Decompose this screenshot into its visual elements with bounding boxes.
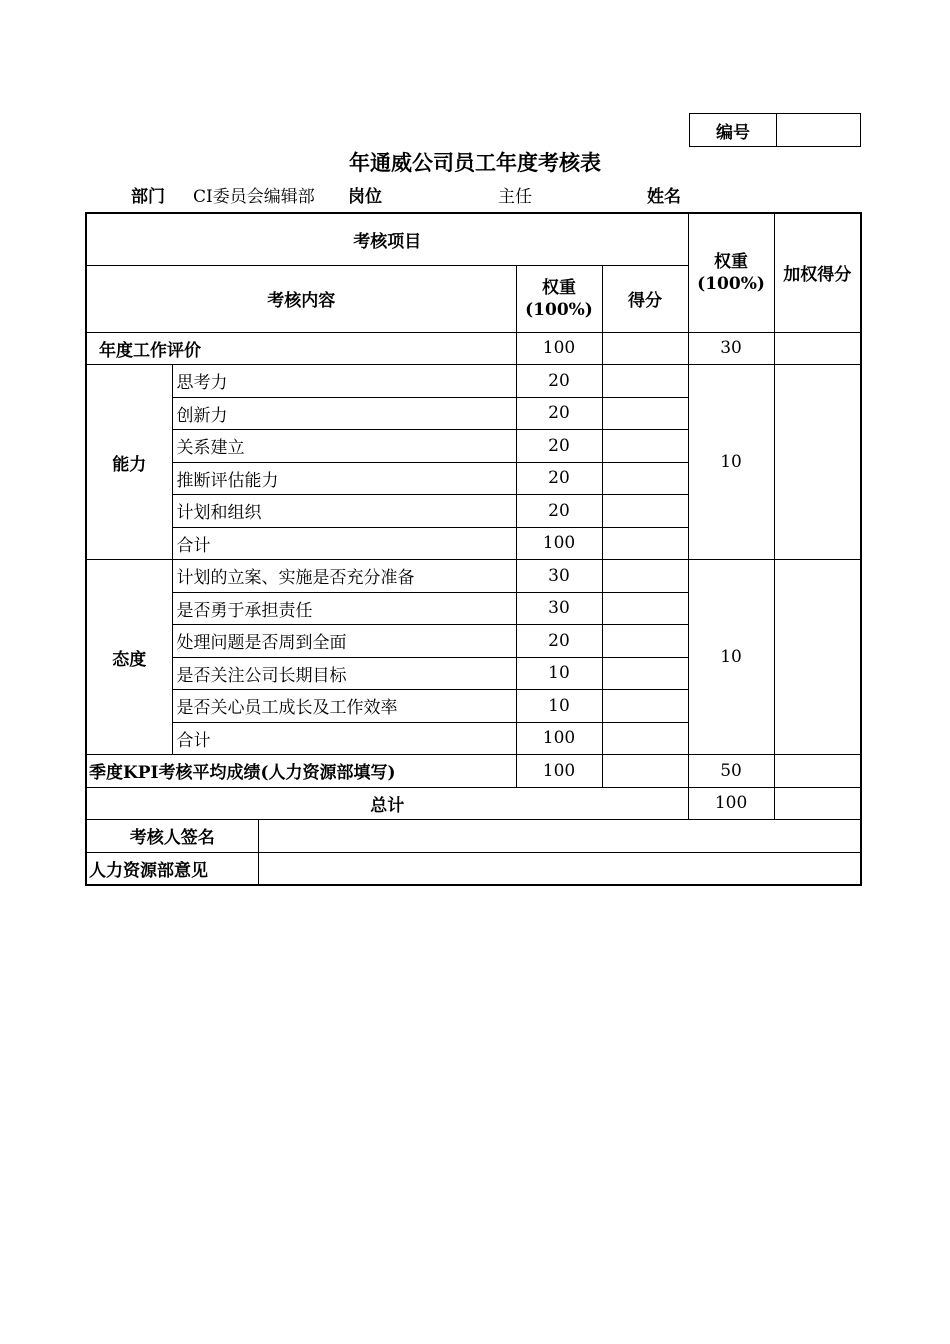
annual-row xyxy=(86,332,861,365)
ability-total-name: 合计 xyxy=(172,527,516,560)
ability-weighted-score-cell[interactable] xyxy=(774,365,861,560)
attitude-item-score-cell[interactable] xyxy=(602,560,688,593)
total-outer-weight: 100 xyxy=(688,787,774,820)
header-content: 考核内容 xyxy=(86,265,516,332)
ability-item-score-cell[interactable] xyxy=(602,462,688,495)
kpi-row xyxy=(86,755,861,788)
attitude-item-weight: 10 xyxy=(516,690,602,723)
total-label: 总计 xyxy=(86,787,688,820)
code-label: 编号 xyxy=(690,114,777,146)
kpi-score-cell[interactable] xyxy=(602,755,688,788)
annual-score-cell[interactable] xyxy=(602,332,688,365)
attitude-item-name: 是否关心员工成长及工作效率 xyxy=(172,690,516,723)
ability-item-score-cell[interactable] xyxy=(602,430,688,463)
ability-item-score-cell[interactable] xyxy=(602,365,688,398)
total-row xyxy=(86,787,861,820)
dept-label: 部门 xyxy=(131,187,165,207)
ability-total-weight: 100 xyxy=(516,527,602,560)
attitude-item-weight: 20 xyxy=(516,625,602,658)
attitude-total-score-cell[interactable] xyxy=(602,722,688,755)
header-outer-weight-line2: (100%) xyxy=(697,273,765,294)
attitude-item-score-cell[interactable] xyxy=(602,657,688,690)
header-weight xyxy=(516,265,602,332)
ability-item-name: 计划和组织 xyxy=(172,495,516,528)
dept-value: CI委员会编辑部 xyxy=(193,187,315,207)
kpi-outer-weight: 50 xyxy=(688,755,774,788)
signature-field[interactable] xyxy=(258,820,861,853)
attitude-item-weight: 10 xyxy=(516,657,602,690)
total-weighted-score-cell[interactable] xyxy=(774,787,861,820)
signature-label: 考核人签名 xyxy=(86,820,258,853)
page-title: 年通威公司员工年度考核表 xyxy=(349,150,601,175)
ability-item-weight: 20 xyxy=(516,365,602,398)
header-project: 考核项目 xyxy=(86,213,688,265)
attitude-item-score-cell[interactable] xyxy=(602,690,688,723)
assessment-table xyxy=(85,212,862,886)
ability-item-name: 思考力 xyxy=(172,365,516,398)
ability-item-weight: 20 xyxy=(516,430,602,463)
annual-label: 年度工作评价 xyxy=(86,332,516,365)
attitude-total-name: 合计 xyxy=(172,722,516,755)
ability-outer-weight: 10 xyxy=(688,365,774,560)
attitude-item-name: 是否勇于承担责任 xyxy=(172,592,516,625)
ability-row xyxy=(86,365,861,398)
header-outer-weight-line1: 权重 xyxy=(714,251,749,272)
code-box xyxy=(689,113,861,147)
ability-item-weight: 20 xyxy=(516,495,602,528)
attitude-weighted-score-cell[interactable] xyxy=(774,560,861,755)
annual-weight: 100 xyxy=(516,332,602,365)
annual-outer-weight: 30 xyxy=(688,332,774,365)
post-label: 岗位 xyxy=(348,187,382,207)
name-label: 姓名 xyxy=(647,187,681,207)
ability-item-name: 创新力 xyxy=(172,397,516,430)
header-weight-line2: (100%) xyxy=(525,299,593,320)
kpi-weighted-score-cell[interactable] xyxy=(774,755,861,788)
attitude-item-name: 计划的立案、实施是否充分准备 xyxy=(172,560,516,593)
ability-item-score-cell[interactable] xyxy=(602,397,688,430)
ability-total-score-cell[interactable] xyxy=(602,527,688,560)
header-weighted-score: 加权得分 xyxy=(774,213,861,332)
attitude-item-score-cell[interactable] xyxy=(602,592,688,625)
attitude-item-name: 是否关注公司长期目标 xyxy=(172,657,516,690)
signature-row xyxy=(86,820,861,853)
ability-label: 能力 xyxy=(86,365,172,560)
annual-weighted-score-cell[interactable] xyxy=(774,332,861,365)
attitude-item-weight: 30 xyxy=(516,560,602,593)
ability-item-score-cell[interactable] xyxy=(602,495,688,528)
header-weight-line1: 权重 xyxy=(542,277,576,298)
kpi-label: 季度KPI考核平均成绩(人力资源部填写) xyxy=(86,755,516,788)
hr-opinion-field[interactable] xyxy=(258,852,861,885)
ability-item-weight: 20 xyxy=(516,462,602,495)
attitude-row xyxy=(86,560,861,593)
header-outer-weight xyxy=(688,213,774,332)
code-value-field[interactable] xyxy=(777,114,860,146)
attitude-item-score-cell[interactable] xyxy=(602,625,688,658)
hr-opinion-row xyxy=(86,852,861,885)
attitude-item-name: 处理问题是否周到全面 xyxy=(172,625,516,658)
ability-item-name: 推断评估能力 xyxy=(172,462,516,495)
hr-opinion-label: 人力资源部意见 xyxy=(86,852,258,885)
attitude-outer-weight: 10 xyxy=(688,560,774,755)
ability-item-name: 关系建立 xyxy=(172,430,516,463)
attitude-item-weight: 30 xyxy=(516,592,602,625)
attitude-total-weight: 100 xyxy=(516,722,602,755)
attitude-label: 态度 xyxy=(86,560,172,755)
ability-item-weight: 20 xyxy=(516,397,602,430)
kpi-weight: 100 xyxy=(516,755,602,788)
post-value: 主任 xyxy=(498,187,532,207)
header-score: 得分 xyxy=(602,265,688,332)
